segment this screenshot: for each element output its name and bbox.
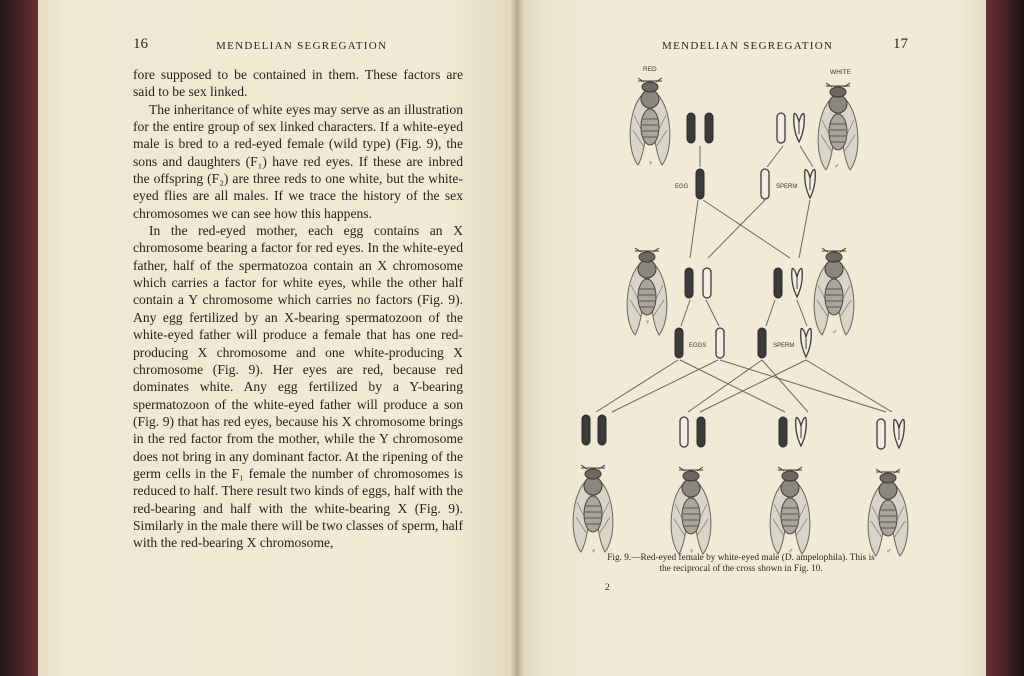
left-page-number: 16 [133, 36, 148, 52]
printer-signature: 2 [605, 583, 610, 593]
male-symbol: ♂ [788, 548, 794, 555]
chromosome-x-red [685, 268, 693, 298]
chromosome-x-red [582, 415, 590, 445]
label-red: RED [643, 66, 657, 73]
label-sperm-mid: SPERM [773, 343, 795, 349]
fly-white-male-parent [818, 83, 858, 170]
chromosome-y [794, 114, 805, 142]
figure-caption [566, 553, 916, 575]
chromosome-sperm-x-red [758, 328, 766, 358]
label-egg: EGG [675, 184, 689, 190]
male-symbol: ♂ [834, 163, 840, 170]
paragraph-3: In the red-eyed mother, each egg contains an X chromosome bearing a factor for red eyes. In the white-eyed father, half of the spermatozoa contain an X chromosome which carries a factor for white eyes, while the other half contain a Y chromosome which carries no factors (Fig. 9). Any egg fertilized by an X-bearing spermatozoon of the white-eyed father will produce a female that has one red-producing X chromosome and one white-producing X chromosome (Fig. 9). Her eyes are red, because red dominates white. Any egg fertilized by a Y-bearing spermatozoon of the white-eyed father will produce a son (Fig. 9) that has red eyes, because his X chromosome brings in the red factor from the mother, while the Y chromosome does not bring in any dominant factor. At the ripening of the germ cells in the F₁ female the number of chromosomes is reduced to half. There result two kinds of eggs, half with the red-bearing and half with the white-bearing X (Fig. 9). Similarly in the male there will be two classes of sperm, half with the red-bearing X chromosome, [133, 223, 463, 551]
chromosome-x-red [687, 113, 695, 143]
chromosome-egg-x-red [675, 328, 683, 358]
label-sperm-top: SPERM [776, 184, 798, 190]
left-running-head: MENDELIAN SEGREGATION [216, 40, 388, 52]
label-eggs: EGGS [689, 343, 707, 349]
chromosome-x-red [697, 417, 705, 447]
right-page-number: 17 [893, 36, 908, 52]
female-symbol: ♀ [648, 160, 654, 167]
paragraph-1: fore supposed to be contained in them. These factors are said to be sex linked. [133, 67, 463, 100]
chromosome-x-white [680, 417, 688, 447]
female-symbol: ♀ [591, 548, 597, 555]
chromosome-sperm-y [805, 170, 816, 198]
chromosome-x-red [705, 113, 713, 143]
chromosome-sperm-y [801, 329, 812, 357]
fly-f2-red-female [573, 465, 613, 552]
male-symbol: ♂ [832, 329, 838, 336]
fly-f2-red-female [671, 467, 711, 554]
chromosome-y [894, 420, 905, 448]
chromosome-egg-x-white [716, 328, 724, 358]
chromosome-x-red [779, 417, 787, 447]
chromosome-y [796, 418, 807, 446]
right-running-head: MENDELIAN SEGREGATION [662, 40, 834, 52]
fly-red-female-parent [630, 78, 670, 165]
chromosome-y [792, 269, 803, 297]
caption-line-2: the reciprocal of the cross shown in Fig. 10. [659, 564, 823, 574]
female-symbol: ♀ [689, 548, 695, 555]
fly-f1-male [814, 248, 854, 335]
chromosome-x-white [877, 419, 885, 449]
chromosome-sperm-x-white [761, 169, 769, 199]
chromosome-x-white [777, 113, 785, 143]
label-white: WHITE [830, 69, 851, 76]
chromosome-x-red [774, 268, 782, 298]
fly-f2-white-male [868, 469, 908, 556]
paragraph-2: The inheritance of white eyes may serve as an illustration for the entire group of sex linked characters. If a white-eyed male is bred to a red-eyed female (wild type) (Fig. 9), the sons and daughters (F₁) have red eyes. If these are inbred the offspring (F₂) are three reds to one white, but the white-eyed flies are all males. If we trace the history of the sex chromosomes we can see how this happens. [133, 101, 463, 221]
chromosome-x-red [598, 415, 606, 445]
caption-line-1: Fig. 9.—Red-eyed female by white-eyed male (D. ampelophila). This is [607, 553, 875, 563]
male-symbol: ♂ [886, 548, 892, 555]
chromosome-egg-x-red [696, 169, 704, 199]
fly-f2-red-male [770, 467, 810, 554]
female-symbol: ♀ [645, 319, 651, 326]
chromosome-x-white [703, 268, 711, 298]
